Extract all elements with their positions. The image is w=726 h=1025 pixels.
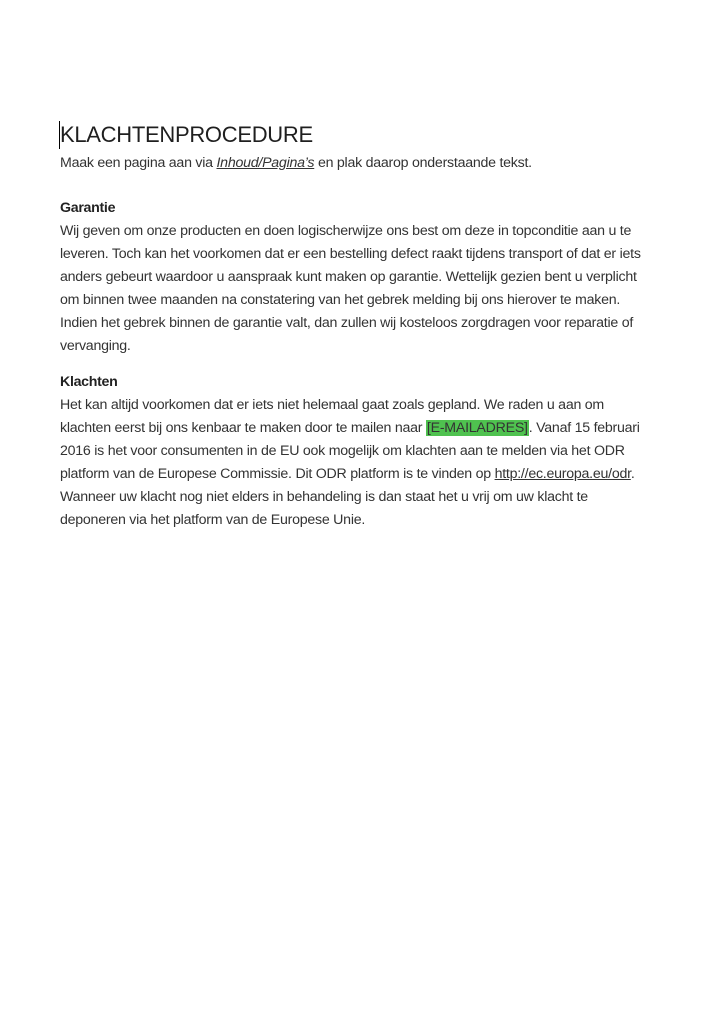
email-placeholder-highlight: [E-MAILADRES] bbox=[426, 420, 528, 436]
page-title[interactable] bbox=[60, 120, 650, 150]
intro-paragraph bbox=[60, 152, 650, 175]
klachten-text-before: Het kan altijd voorkomen dat er iets niet helemaal gaat zoals gepland. We raden u aan om klachten eerst bij ons kenbaar te maken door te mailen naar bbox=[60, 397, 604, 436]
document-page bbox=[60, 120, 650, 532]
text-cursor bbox=[59, 121, 60, 149]
klachten-paragraph bbox=[60, 394, 650, 532]
intro-menu-path: Inhoud/Pagina’s bbox=[216, 155, 315, 171]
page-title-text: KLACHTENPROCEDURE bbox=[60, 122, 313, 147]
intro-text-after: en plak daarop onderstaande tekst. bbox=[314, 155, 532, 171]
odr-link[interactable]: http://ec.europa.eu/odr bbox=[494, 466, 631, 482]
garantie-heading: Garantie bbox=[60, 200, 116, 216]
intro-text-before: Maak een pagina aan via bbox=[60, 155, 217, 171]
klachten-text-after: . Wanneer uw klacht nog niet elders in behandeling is dan staat het u vrij om uw klacht te deponeren via het platform van de Europese Unie. bbox=[60, 466, 635, 528]
garantie-paragraph: Wij geven om onze producten en doen logischerwijze ons best om deze in topconditie aan u te leveren. Toch kan het voorkomen dat er een bestelling defect raakt tijdens transport of dat er iets anders gebeurt waardoor u aanspraak kunt maken op garantie. Wettelijk gezien bent u verplicht om binnen twee maanden na constatering van het gebrek melding bij ons hierover te maken. Indien het gebrek binnen de garantie valt, dan zullen wij kosteloos zorgdragen voor reparatie of vervanging. bbox=[60, 223, 641, 354]
klachten-heading: Klachten bbox=[60, 374, 118, 390]
klachten-text-middle: . Vanaf 15 februari 2016 is het voor consumenten in de EU ook mogelijk om klachten aan te melden via het ODR platform van de Europese Commissie. Dit ODR platform is te vinden op bbox=[60, 420, 640, 482]
